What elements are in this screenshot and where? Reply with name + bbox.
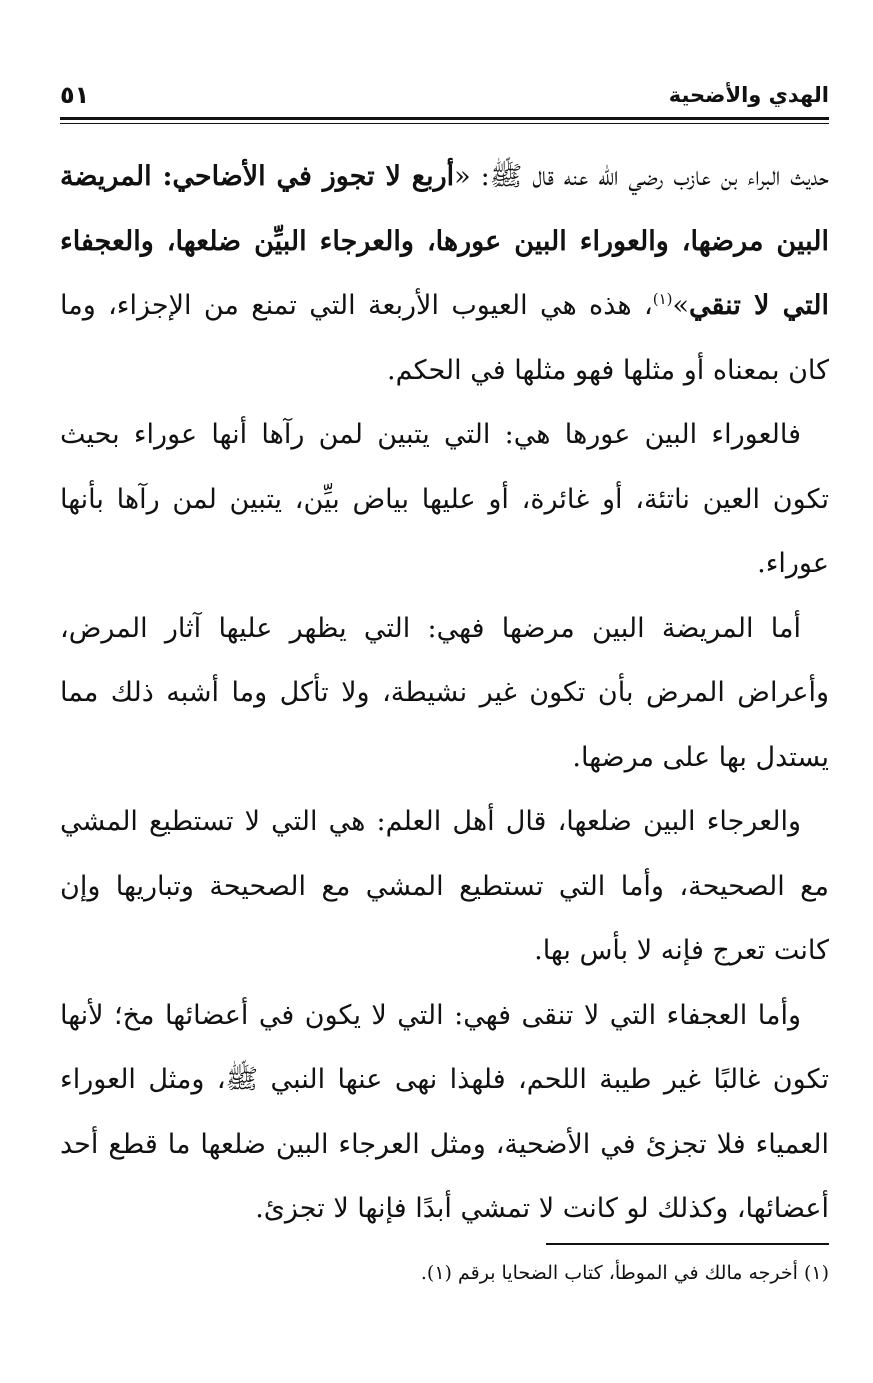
- hadith-close-quote: »: [672, 290, 690, 321]
- hadith-commentary: ، هذه هي العيوب الأربعة التي تمنع من الإجزاء، وما كان بمعناه أو مثلها فهو مثلها في الحكم.: [60, 290, 829, 386]
- paragraph-one-eyed: فالعوراء البين عورها هي: التي يتبين لمن رآها أنها عوراء بحيث تكون العين ناتئة، أو غائرة، أو عليها بياض بيِّن، يتبين لمن رآها بأنها عوراء.: [60, 419, 829, 579]
- paragraph-hadith: [60, 145, 829, 403]
- header-rule-thin: [60, 123, 829, 124]
- running-title: الهدي والأضحية: [668, 83, 829, 107]
- hadith-intro: حديث البراء بن عازب رضي الله عنه قال ﷺ: «: [454, 161, 829, 192]
- paragraph-lame: والعرجاء البين ضلعها، قال أهل العلم: هي التي لا تستطيع المشي مع الصحيحة، وأما التي تستطيع المشي مع الصحيحة وتباريها وإن كانت تعرج فإنه لا بأس بها.: [60, 806, 829, 966]
- footnote: (١) أخرجه مالك في الموطأ، كتاب الضحايا برقم (١).: [420, 1262, 829, 1284]
- page-number: ٥١: [60, 81, 90, 109]
- main-text: [60, 145, 829, 1242]
- paragraph-emaciated: وأما العجفاء التي لا تنقى فهي: التي لا يكون في أعضائها مخ؛ لأنها تكون غالبًا غير طيبة اللحم، فلهذا نهى عنها النبي ﷺ، ومثل العوراء العمياء فلا تجزئ في الأضحية، ومثل العرجاء البين ضلعها ما قطع أحد أعضائها، وكذلك لو كانت لا تمشي أبدًا فإنها لا تجزئ.: [60, 999, 829, 1224]
- header-rule-thick: [60, 117, 829, 120]
- footnote-reference: (١): [652, 290, 673, 308]
- hadith-text: أربع لا تجوز في الأضاحي: المريضة البين مرضها، والعوراء البين عورها، والعرجاء البيِّن ضلعها، والعجفاء التي لا تنقي: [60, 161, 829, 321]
- footnote-separator: [546, 1243, 829, 1245]
- paragraph-sick: أما المريضة البين مرضها فهي: التي يظهر عليها آثار المرض، وأعراض المرض بأن تكون غير نشيطة، ولا تأكل وما أشبه ذلك مما يستدل بها على مرضها.: [60, 612, 829, 773]
